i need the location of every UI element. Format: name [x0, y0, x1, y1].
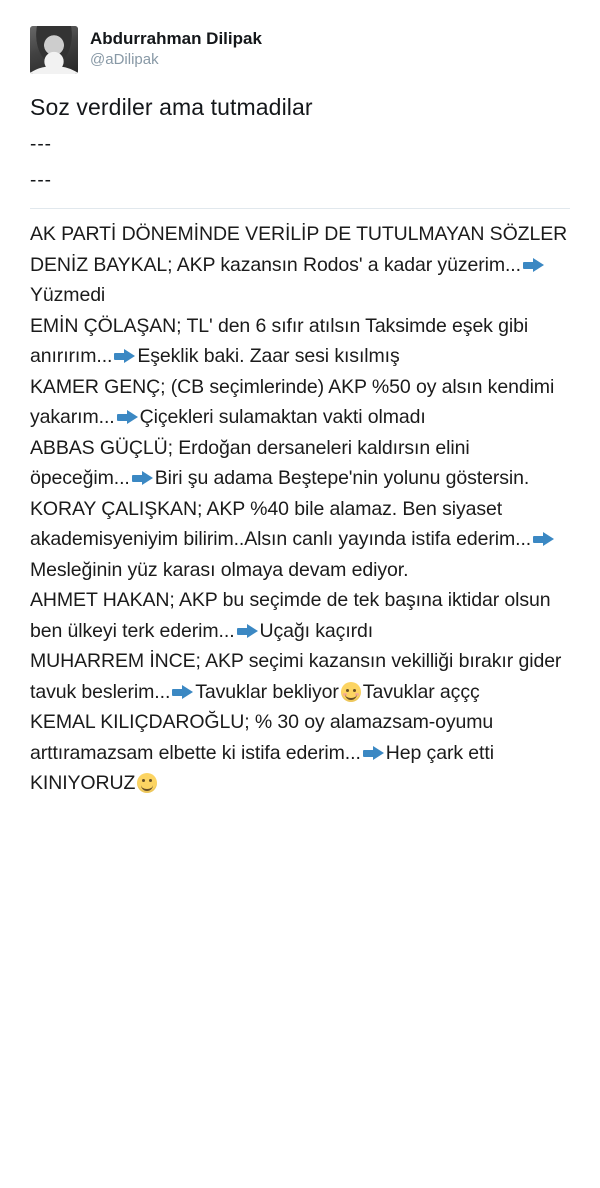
body-text: Mesleğinin yüz karası olmaya devam ediyor.	[30, 558, 409, 581]
body-text: Uçağı kaçırdı	[259, 619, 374, 642]
right-arrow-icon	[114, 349, 135, 364]
smiling-face-icon	[137, 773, 157, 793]
body-line-genc	[30, 372, 570, 433]
author-names	[90, 26, 262, 70]
body-text: Çiçekleri sulamaktan vakti olmadı	[139, 406, 426, 428]
content-divider	[30, 208, 570, 209]
body-text: MUHARREM İNCE; AKP seçimi kazansın vekilliği bırakır gider tavuk beslerim...	[30, 650, 562, 703]
body-text: KINIYORUZ	[30, 772, 136, 794]
tweet-title: Soz verdiler ama tutmadilar	[30, 94, 313, 120]
right-arrow-icon	[363, 746, 384, 761]
body-text: KAMER GENÇ; (CB seçimlerinde) AKP %50 oy alsın kendimi yakarım...	[30, 375, 555, 428]
body-line-baykal	[30, 250, 570, 311]
tweet-separator-1: ---	[30, 134, 52, 155]
body-line-guclu	[30, 433, 570, 494]
body-text: DENİZ BAYKAL; AKP kazansın Rodos' a kadar yüzerim...	[30, 253, 521, 276]
body-text: KORAY ÇALIŞKAN; AKP %40 bile alamaz. Ben siyaset akademisyeniyim bilirim..Alsın canlı yayında istifa ederim...	[30, 497, 532, 550]
body-line-heading: AK PARTİ DÖNEMİNDE VERİLİP DE TUTULMAYAN SÖZLER	[30, 223, 568, 245]
body-text: Biri şu adama Beştepe'nin yolunu göstersin.	[154, 467, 530, 489]
right-arrow-icon	[117, 410, 138, 425]
body-line-ince	[30, 646, 570, 707]
body-text: Tavuklar aççç	[362, 680, 480, 703]
blushing-face-icon	[341, 682, 361, 702]
body-text: AHMET HAKAN; AKP bu seçimde de tek başına iktidar olsun ben ülkeyi terk ederim...	[30, 589, 551, 642]
author-handle[interactable]: @aDilipak	[90, 51, 159, 68]
body-text: Hep çark etti	[385, 741, 494, 764]
body-text: Tavuklar bekliyor	[195, 680, 339, 703]
tweet-body	[30, 219, 570, 799]
right-arrow-icon	[132, 471, 153, 486]
body-text: KEMAL KILIÇDAROĞLU; % 30 oy alamazsam-oyumu arttıramazsam elbette ki istifa ederim...	[30, 711, 494, 764]
right-arrow-icon	[533, 532, 554, 547]
body-text: Eşeklik baki. Zaar sesi kısılmış	[137, 345, 400, 367]
right-arrow-icon	[523, 258, 544, 273]
body-text: Yüzmedi	[30, 284, 106, 306]
tweet-header	[30, 26, 570, 74]
body-line-kilicdaroglu	[30, 707, 570, 768]
author-display-name[interactable]: Abdurrahman Dilipak	[90, 29, 262, 48]
body-text: ABBAS GÜÇLÜ; Erdoğan dersaneleri kaldırsın elini öpeceğim...	[30, 436, 470, 489]
tweet-separator-2: ---	[30, 170, 52, 191]
right-arrow-icon	[237, 624, 258, 639]
body-line-closing	[30, 768, 570, 799]
body-line-caliskan	[30, 494, 570, 586]
right-arrow-icon	[172, 685, 193, 700]
body-line-colasan	[30, 311, 570, 372]
body-line-hakan	[30, 585, 570, 646]
body-text: EMİN ÇÖLAŞAN; TL' den 6 sıfır atılsın Taksimde eşek gibi anırırım...	[30, 314, 529, 367]
avatar[interactable]	[30, 26, 78, 74]
